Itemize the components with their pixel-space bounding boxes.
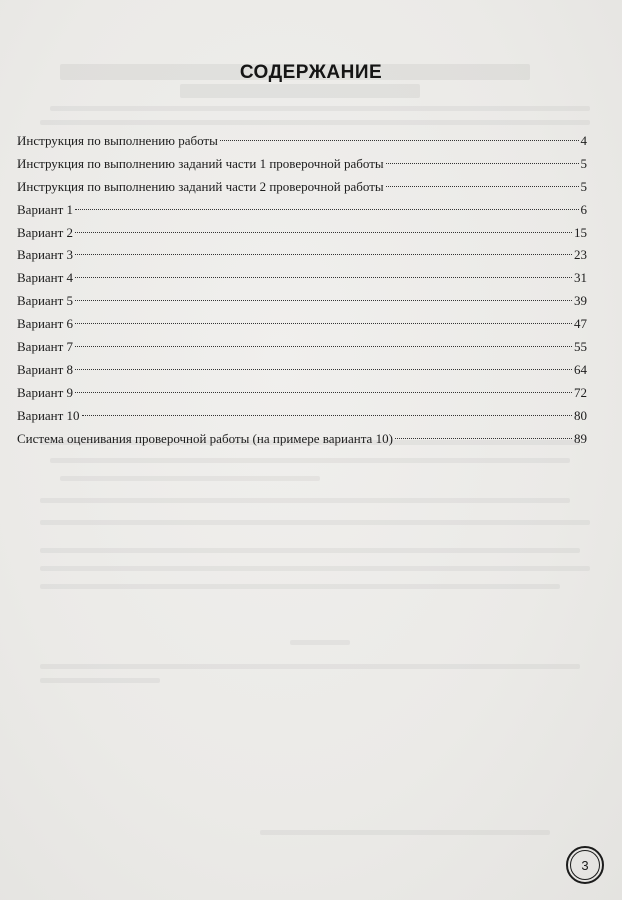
page-title: СОДЕРЖАНИЕ	[239, 62, 383, 83]
toc-entry-page: 4	[580, 133, 587, 148]
toc-entry	[17, 267, 587, 290]
toc-entry	[17, 176, 587, 199]
toc-entry-page: 64	[574, 361, 587, 377]
toc-leader-dots	[75, 232, 572, 233]
toc-leader-dots	[386, 186, 579, 187]
toc-leader-dots	[75, 323, 572, 324]
toc-entry-label: Инструкция по выполнению работы	[17, 133, 218, 148]
toc-leader-dots	[75, 346, 572, 347]
toc-leader-dots	[75, 300, 572, 301]
toc-entry	[17, 428, 587, 451]
table-of-contents	[17, 130, 587, 450]
toc-entry-page: 39	[574, 293, 587, 309]
toc-leader-dots	[75, 277, 572, 278]
toc-leader-dots	[395, 438, 572, 439]
toc-entry-page: 55	[574, 339, 587, 355]
toc-entry-page: 31	[574, 270, 587, 286]
toc-entry-label: Вариант 7	[17, 339, 74, 355]
toc-entry	[17, 359, 587, 382]
toc-entry-label: Вариант 10	[17, 407, 80, 423]
toc-entry-page: 80	[574, 407, 587, 423]
toc-entry-label: Вариант 6	[17, 316, 74, 332]
toc-entry	[17, 244, 587, 267]
toc-entry	[17, 199, 587, 222]
toc-entry-label: Вариант 9	[17, 384, 74, 400]
toc-entry-label: Инструкция по выполнению заданий части 2 проверочной работы	[17, 178, 384, 194]
toc-entry	[17, 290, 587, 313]
toc-entry-page: 5	[580, 155, 587, 171]
toc-entry-label: Инструкция по выполнению заданий части 1 проверочной работы	[17, 155, 384, 171]
toc-leader-dots	[82, 415, 572, 416]
toc-entry-label: Система оценивания проверочной работы (на примере варианта 10)	[17, 430, 393, 446]
toc-entry-page: 72	[574, 384, 587, 400]
toc-entry	[17, 153, 587, 176]
toc-entry-page: 5	[580, 178, 587, 194]
toc-entry	[17, 405, 587, 428]
toc-entry	[17, 336, 587, 359]
toc-entry-label: Вариант 1	[17, 201, 74, 217]
toc-leader-dots	[220, 140, 579, 141]
toc-leader-dots	[386, 163, 579, 164]
toc-entry	[17, 222, 587, 245]
toc-leader-dots	[75, 392, 572, 393]
page-number: 3	[570, 850, 600, 880]
toc-entry-page: 23	[574, 247, 587, 263]
toc-entry-label: Вариант 4	[17, 270, 74, 286]
toc-leader-dots	[75, 254, 572, 255]
toc-entry	[17, 313, 587, 336]
toc-leader-dots	[75, 209, 578, 210]
page-number-badge	[566, 846, 604, 884]
toc-entry-label: Вариант 5	[17, 293, 74, 309]
toc-entry-label: Вариант 8	[17, 361, 74, 377]
toc-leader-dots	[75, 369, 572, 370]
toc-entry	[17, 382, 587, 405]
toc-entry-page: 89	[574, 430, 587, 446]
toc-entry-label: Вариант 2	[17, 224, 74, 240]
toc-entry-label: Вариант 3	[17, 247, 74, 263]
toc-entry	[17, 130, 587, 153]
toc-entry-page: 47	[574, 316, 587, 332]
toc-entry-page: 6	[580, 201, 587, 217]
toc-entry-page: 15	[574, 224, 587, 240]
